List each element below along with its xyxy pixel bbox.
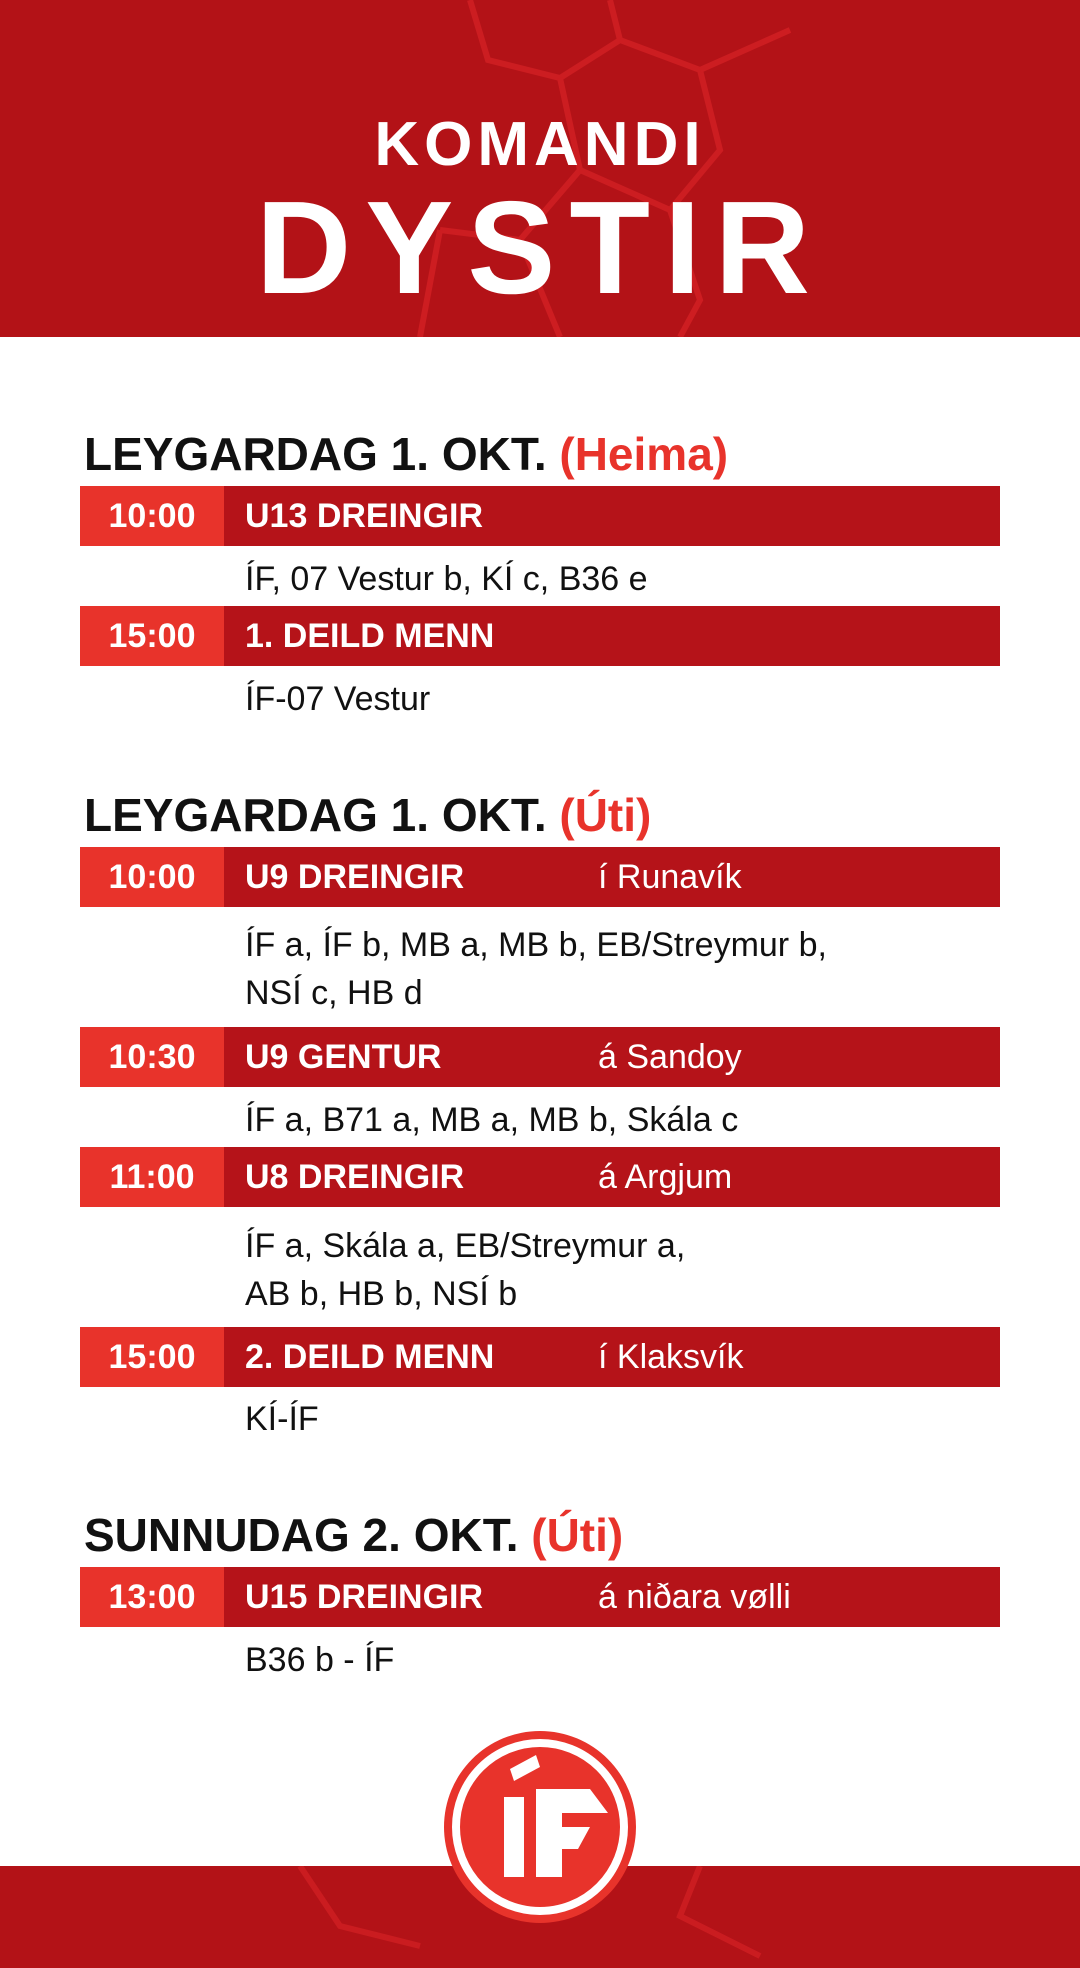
match-participants	[245, 1096, 1005, 1144]
match-team: U8 DREINGIR	[245, 1158, 465, 1196]
match-row	[80, 486, 1000, 546]
participants-line: ÍF a, B71 a, MB a, MB b, Skála c	[245, 1101, 739, 1139]
match-participants	[245, 921, 1005, 1017]
section-day: SUNNUDAG 2. OKT.	[84, 1509, 519, 1561]
section-title-saturday-home	[84, 424, 728, 484]
match-time: 10:00	[80, 486, 224, 546]
club-crest-icon	[440, 1727, 640, 1927]
header-banner	[0, 0, 1080, 337]
section-tag: (Úti)	[559, 789, 652, 841]
match-row	[80, 1147, 1000, 1207]
match-time: 11:00	[80, 1147, 224, 1207]
match-location: á Sandoy	[598, 1038, 742, 1076]
match-row	[80, 847, 1000, 907]
match-time: 15:00	[80, 1327, 224, 1387]
match-team: 1. DEILD MENN	[245, 617, 495, 655]
participants-line: KÍ-ÍF	[245, 1400, 319, 1438]
match-participants	[245, 675, 1005, 723]
match-location: á Argjum	[598, 1158, 733, 1196]
match-team: U13 DREINGIR	[245, 497, 484, 535]
participants-line: ÍF, 07 Vestur b, KÍ c, B36 e	[245, 560, 648, 598]
match-row	[80, 1027, 1000, 1087]
match-team: 2. DEILD MENN	[245, 1338, 495, 1376]
section-day: LEYGARDAG 1. OKT.	[84, 428, 547, 480]
match-team: U15 DREINGIR	[245, 1578, 484, 1616]
match-participants	[245, 1395, 1005, 1443]
section-tag: (Heima)	[559, 428, 729, 480]
title-upcoming: KOMANDI	[374, 110, 706, 179]
match-row	[80, 1327, 1000, 1387]
match-location: á niðara vølli	[598, 1578, 791, 1616]
match-time: 10:30	[80, 1027, 224, 1087]
participants-line: ÍF a, Skála a, EB/Streymur a,	[245, 1227, 686, 1265]
title-matches: DYSTIR	[255, 174, 825, 321]
participants-line: B36 b - ÍF	[245, 1641, 395, 1679]
match-location: í Runavík	[598, 858, 742, 896]
match-time: 15:00	[80, 606, 224, 666]
participants-line: ÍF a, ÍF b, MB a, MB b, EB/Streymur b,	[245, 926, 827, 964]
section-tag: (Úti)	[531, 1509, 624, 1561]
match-time: 10:00	[80, 847, 224, 907]
participants-line: ÍF-07 Vestur	[245, 680, 431, 718]
match-team: U9 GENTUR	[245, 1038, 442, 1076]
match-participants	[245, 555, 1005, 603]
match-time: 13:00	[80, 1567, 224, 1627]
section-day: LEYGARDAG 1. OKT.	[84, 789, 547, 841]
participants-line: AB b, HB b, NSÍ b	[245, 1275, 518, 1313]
participants-line: NSÍ c, HB d	[245, 974, 423, 1012]
match-team: U9 DREINGIR	[245, 858, 465, 896]
match-location: í Klaksvík	[598, 1338, 744, 1376]
section-title-saturday-away	[84, 785, 651, 845]
match-row	[80, 1567, 1000, 1627]
section-title-sunday-away	[84, 1505, 623, 1565]
match-participants	[245, 1222, 1005, 1318]
match-row	[80, 606, 1000, 666]
match-participants	[245, 1636, 1005, 1684]
